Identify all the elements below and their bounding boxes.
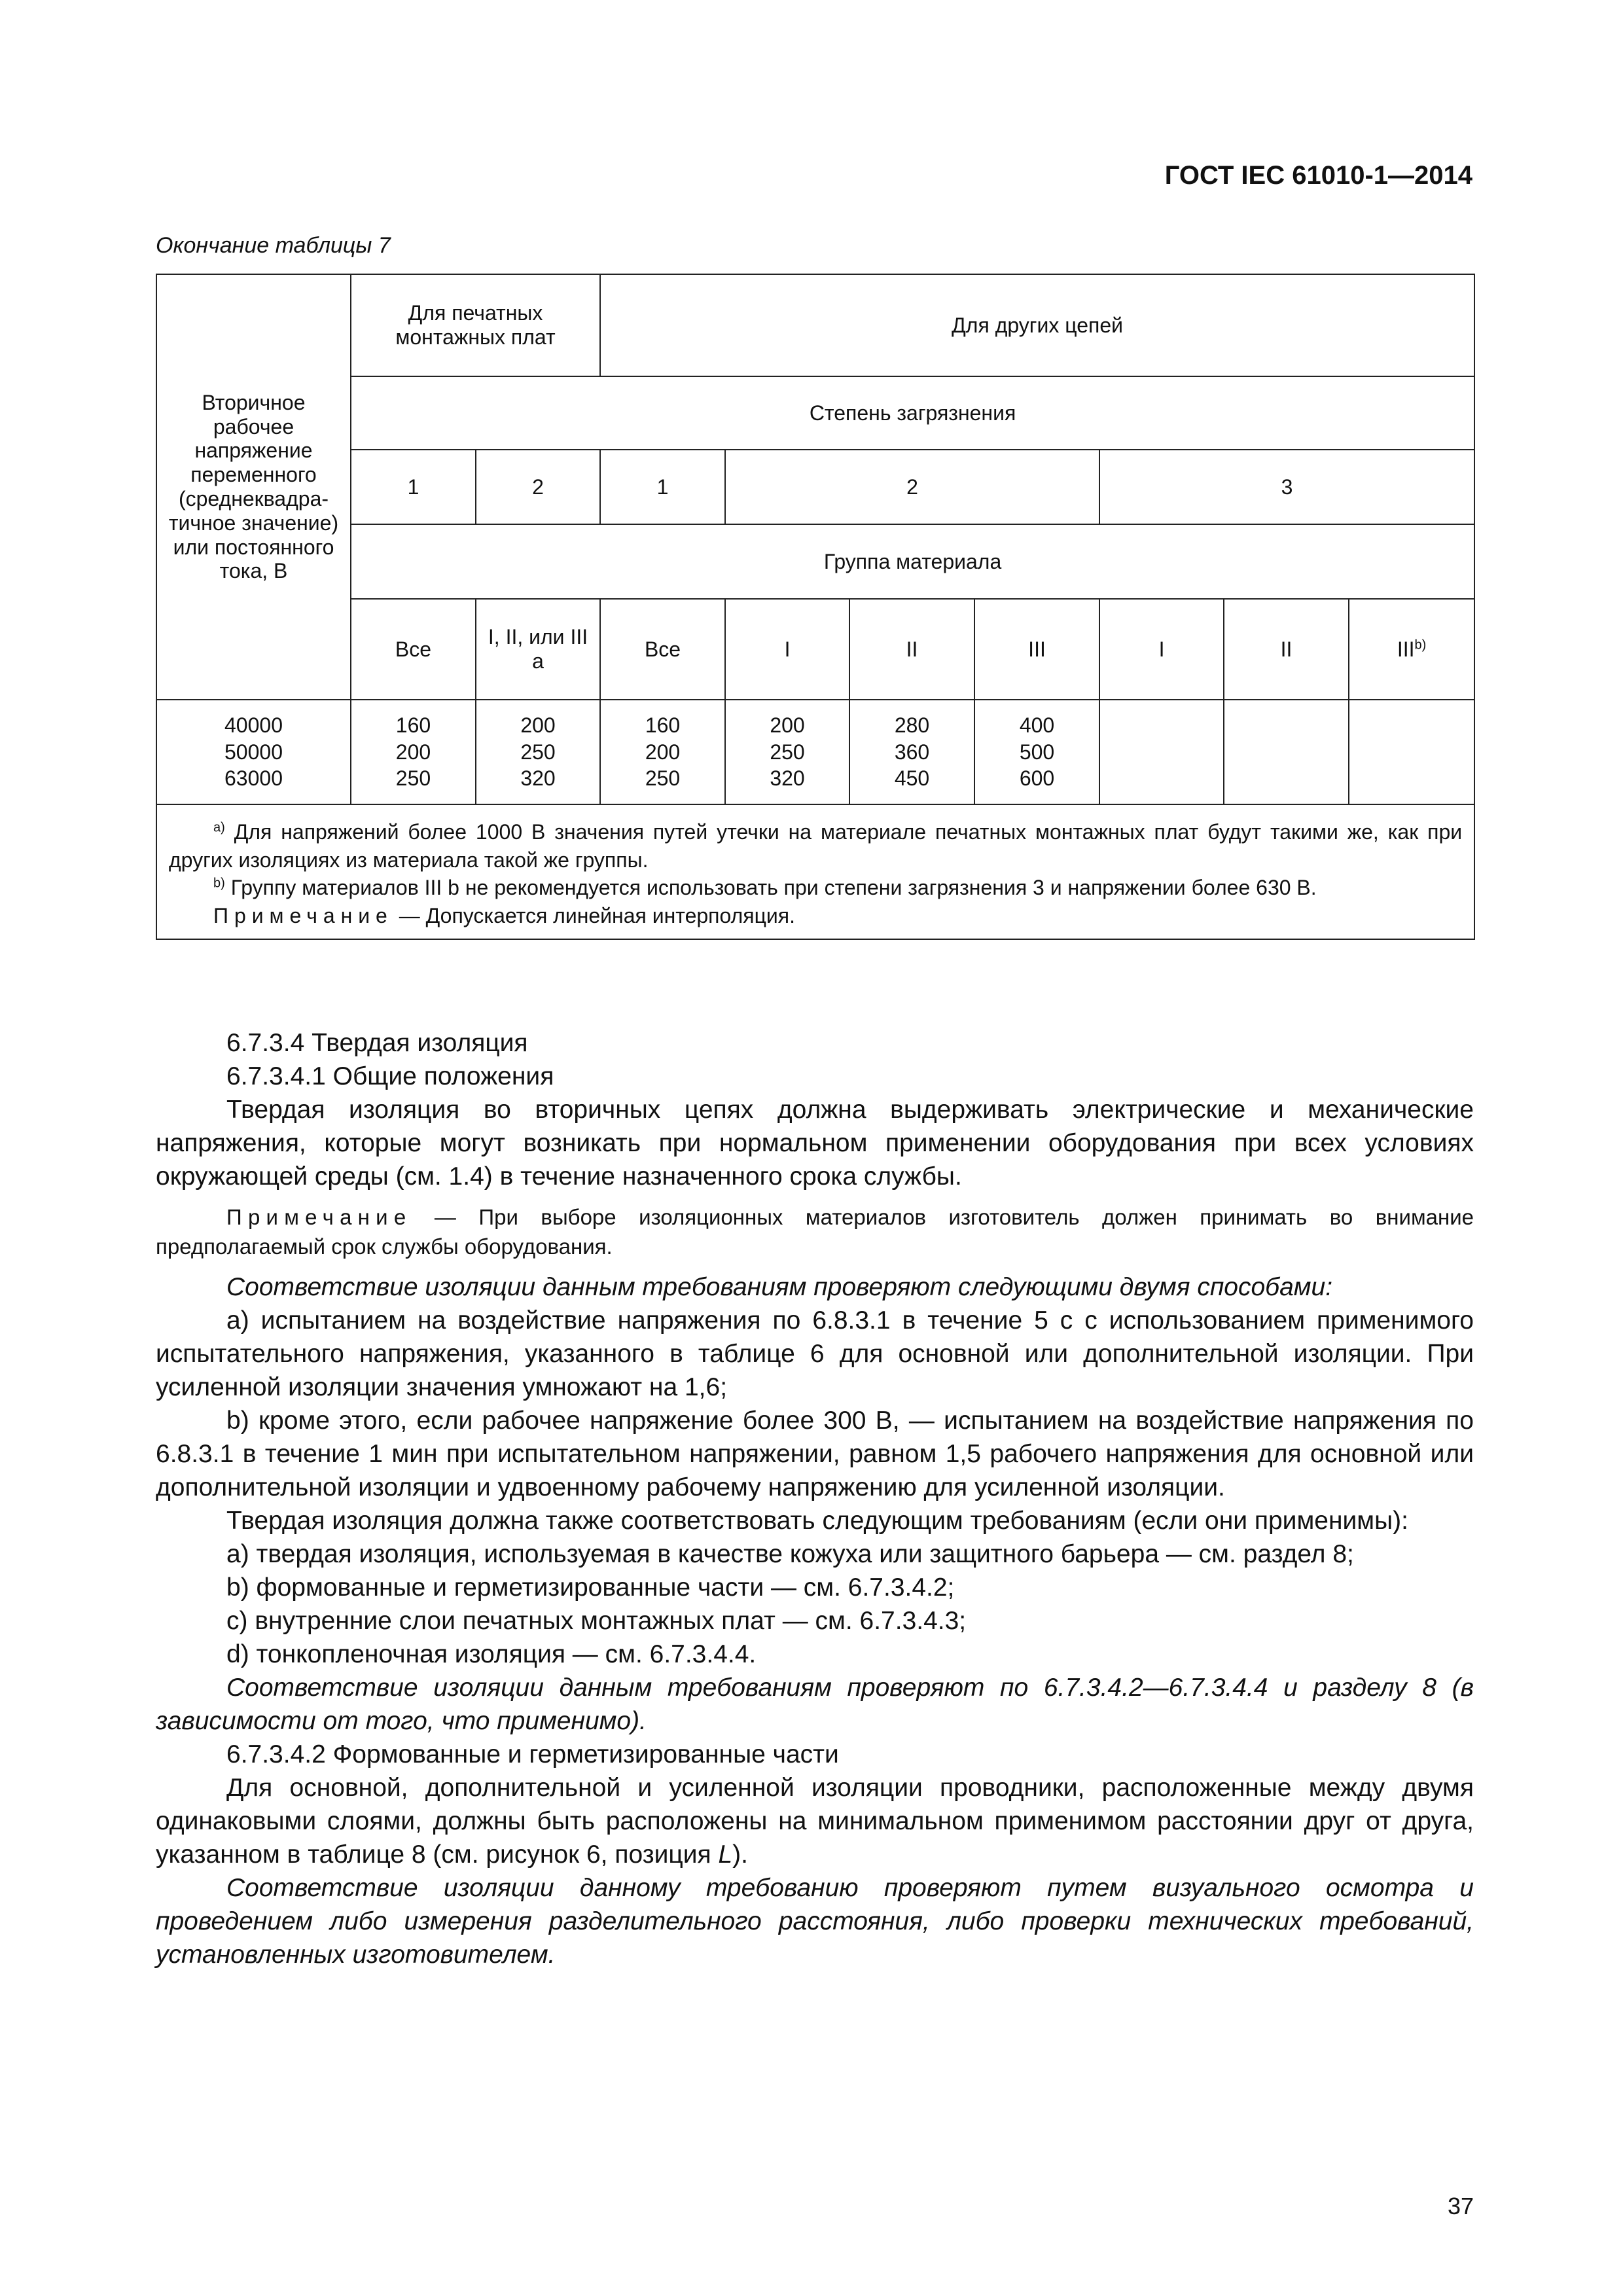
footnote-b: $^{b)}$ Группу материалов III b не рекомендуется использовать при степени загрязнения 3 и напряжении более 630 В. (213, 876, 1317, 900)
value-column: 280 360 450 (849, 700, 974, 804)
value-column-empty (1099, 700, 1224, 804)
footnote-a: $^{a)}$ Для напряжений более 1000 В значения путей утечки на материале печатных монтажных плат будут такими же, как при других изоляциях из материала такой же группы. (169, 820, 1463, 872)
compliance-text: Соответствие изоляции данным требованиям проверяют по 6.7.3.4.2—6.7.3.4.4 и разделу 8 (в зависимости от того, что применимо). (156, 1674, 1474, 1735)
value-column-empty (1349, 700, 1474, 804)
compliance-text: Соответствие изоляции данным требованиям проверяют следующими двумя способами: (226, 1273, 1333, 1301)
paragraph: Для основной, дополнительной и усиленной изоляции проводники, расположенные между двумя одинаковыми слоями, должны быть расположены на минимальном применимом расстоянии друг от друга, указанном в таблице 8 (см. рисунок 6, позиция L). (156, 1774, 1474, 1869)
value-column-empty (1224, 700, 1349, 804)
group-pcb-header: Для печатных монтажных плат (351, 274, 600, 376)
material-cell: II (849, 599, 974, 700)
value-column: 160 200 250 (600, 700, 725, 804)
degree-cell: 2 (725, 450, 1099, 524)
value-column: 160 200 250 (351, 700, 476, 804)
value-column: 200 250 320 (476, 700, 600, 804)
list-item: d) тонкопленочная изоляция — см. 6.7.3.4.4. (226, 1640, 757, 1668)
table-notes (156, 804, 1474, 939)
paragraph: Твердая изоляция во вторичных цепях должна выдерживать электрические и механические напряжения, которые могут возникать при нормальном применении оборудования при всех условиях окружающей среды (см. 1.4) в течение назначенного срока службы. (156, 1096, 1474, 1191)
value-column: 200 250 320 (725, 700, 849, 804)
table-7 (156, 274, 1475, 940)
paragraph: Твердая изоляция должна также соответствовать следующим требованиям (если они применимы): (226, 1507, 1408, 1535)
note: Примечание — При выборе изоляционных материалов изготовитель должен принимать во внимание предполагаемый срок службы оборудования. (156, 1205, 1474, 1259)
material-cell: III$^{b)}$ (1349, 599, 1474, 700)
value-column: 400 500 600 (974, 700, 1099, 804)
row-header: Вторичное рабочее напряжение переменного (среднеквадра-тичное значение) или постоянного тока, В (156, 274, 351, 700)
voltage-values: 40000 50000 63000 (156, 700, 351, 804)
material-cell: I (725, 599, 849, 700)
section-heading: 6.7.3.4.2 Формованные и герметизированные части (226, 1740, 839, 1768)
table-caption: Окончание таблицы 7 (156, 233, 391, 258)
list-item: b) кроме этого, если рабочее напряжение более 300 В, — испытанием на воздействие напряжения по 6.8.3.1 в течение 1 мин при испытательном напряжении, равном 1,5 рабочего напряжения для основной или дополнительной изоляции и удвоенному рабочему напряжению для усиленной изоляции. (156, 1407, 1474, 1501)
page-number: 37 (1447, 2193, 1474, 2219)
degree-cell: 1 (351, 450, 476, 524)
group-other-header: Для других цепей (600, 274, 1474, 376)
material-group-header: Группа материала (351, 524, 1474, 599)
degree-cell: 1 (600, 450, 725, 524)
section-heading: 6.7.3.4.1 Общие положения (226, 1062, 554, 1090)
document-code: ГОСТ IEC 61010-1—2014 (1164, 161, 1472, 190)
material-cell: I, II, или III a (476, 599, 600, 700)
body-text (156, 1026, 1474, 1971)
material-cell: I (1099, 599, 1224, 700)
table-note: Примечание — Допускается линейная интерполяция. (213, 903, 796, 927)
degree-cell: 3 (1099, 450, 1474, 524)
material-cell: Все (600, 599, 725, 700)
compliance-text: Соответствие изоляции данному требованию проверяют путем визуального осмотра и проведением либо измерения разделительного расстояния, либо проверки технических требований, установленных изготовителем. (156, 1874, 1474, 1969)
list-item: b) формованные и герметизированные части — см. 6.7.3.4.2; (226, 1573, 955, 1602)
list-item: a) твердая изоляция, используемая в качестве кожуха или защитного барьера — см. раздел 8; (226, 1540, 1354, 1568)
list-item: c) внутренние слои печатных монтажных плат — см. 6.7.3.4.3; (226, 1607, 967, 1635)
material-cell: Все (351, 599, 476, 700)
list-item: a) испытанием на воздействие напряжения по 6.8.3.1 в течение 5 с с использованием применимого испытательного напряжения, указанного в таблице 6 для основной или дополнительной изоляции. При усиленной изоляции значения умножают на 1,6; (156, 1306, 1474, 1401)
material-cell: III (974, 599, 1099, 700)
material-cell: II (1224, 599, 1349, 700)
pollution-degree-header: Степень загрязнения (351, 376, 1474, 450)
degree-cell: 2 (476, 450, 600, 524)
section-heading: 6.7.3.4 Твердая изоляция (226, 1029, 528, 1057)
